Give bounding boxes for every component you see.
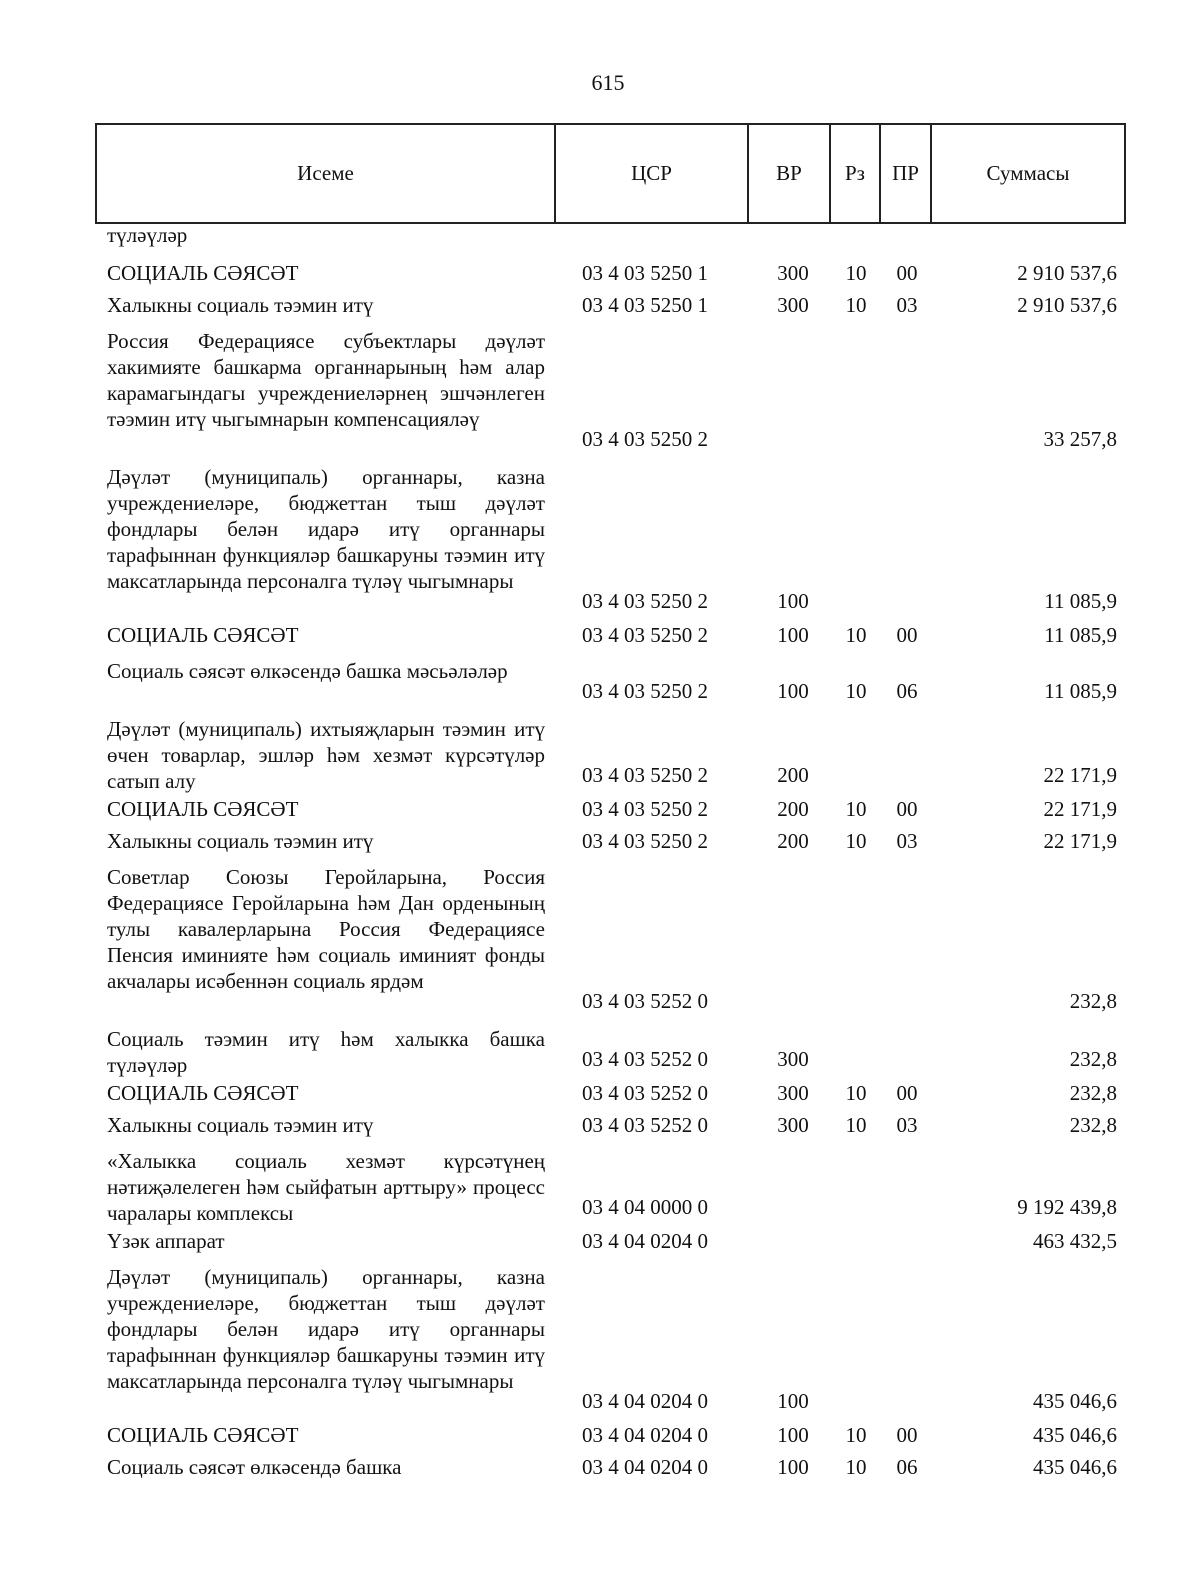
- row-csr: 03 4 03 5250 2: [582, 427, 708, 451]
- table-row: [0, 223, 1200, 258]
- row-name: СОЦИАЛЬ СӘЯСӘТ: [107, 1081, 299, 1105]
- row-sum: 232,8: [1069, 989, 1117, 1013]
- row-csr: 03 4 03 5250 2: [582, 763, 708, 787]
- table-row: [0, 620, 1200, 652]
- row-csr: 03 4 04 0204 0: [582, 1229, 708, 1253]
- row-csr: 03 4 04 0204 0: [582, 1455, 708, 1479]
- row-vr: 100: [777, 589, 809, 613]
- row-name: Дәүләт (муниципаль) органнары, казна учреждениеләре, бюджеттан тыш дәүләт фондлары белән идарә итү органнары тарафыннан функцияләр башкаруны тәэмин итү максатларында персоналга түләү чыгымнары: [107, 465, 545, 593]
- table-row: [0, 1110, 1200, 1142]
- row-sum: 232,8: [1069, 1081, 1117, 1105]
- row-sum: 2 910 537,6: [1017, 261, 1117, 285]
- row-name: СОЦИАЛЬ СӘЯСӘТ: [107, 261, 299, 285]
- row-sum: 33 257,8: [1043, 427, 1117, 451]
- row-name: «Халыкка социаль хезмәт күрсәтүнең нәтиҗәлелеген һәм сыйфатын арттыру» процесс чаралары комплексы: [107, 1149, 545, 1225]
- row-rz: 10: [845, 797, 867, 821]
- row-csr: 03 4 04 0204 0: [582, 1423, 708, 1447]
- row-name: Советлар Союзы Геройларына, Россия Федерациясе Геройларына һәм Дан орденының тулы кавалерларына Россия Федерациясе Пенсия иминияте һәм социаль иминият фонды акчалары исәбеннән социаль ярдәм: [107, 865, 545, 993]
- table-row: [0, 1142, 1200, 1226]
- row-pr: 00: [896, 261, 918, 285]
- row-sum: 435 046,6: [1033, 1389, 1117, 1413]
- row-name: Россия Федерациясе субъектлары дәүләт хакимияте башкарма органнарының һәм алар карамагындагы учреждениеләрнең эшчәнлеген тәэмин итү чыгымнарын компенсацияләү: [107, 329, 545, 431]
- row-sum: 11 085,9: [1044, 589, 1117, 613]
- row-vr: 100: [777, 623, 809, 647]
- row-name: Үзәк аппарат: [107, 1229, 225, 1253]
- table-row: [0, 652, 1200, 710]
- row-sum: 232,8: [1069, 1047, 1117, 1071]
- row-sum: 435 046,6: [1033, 1423, 1117, 1447]
- row-csr: 03 4 03 5250 2: [582, 829, 708, 853]
- row-csr: 03 4 03 5252 0: [582, 1047, 708, 1071]
- table-body: [0, 223, 1200, 1484]
- row-vr: 300: [777, 261, 809, 285]
- header-csr: ЦСР: [556, 125, 749, 222]
- row-name: Дәүләт (муниципаль) ихтыяҗларын тәэмин итү өчен товарлар, эшләр һәм хезмәт күрсәтүләр сатып алу: [107, 717, 545, 793]
- row-pr: 00: [896, 797, 918, 821]
- row-sum: 2 910 537,6: [1017, 293, 1117, 317]
- row-csr: 03 4 04 0204 0: [582, 1389, 708, 1413]
- row-pr: 03: [896, 1113, 918, 1137]
- row-csr: 03 4 03 5252 0: [582, 989, 708, 1013]
- table-row: [0, 1420, 1200, 1452]
- row-sum: 232,8: [1069, 1113, 1117, 1137]
- table-row: [0, 1258, 1200, 1420]
- row-sum: 11 085,9: [1044, 623, 1117, 647]
- row-name: Дәүләт (муниципаль) органнары, казна учреждениеләре, бюджеттан тыш дәүләт фондлары белән идарә итү органнары тарафыннан функцияләр башкаруны тәэмин итү максатларында персоналга түләү чыгымнары: [107, 1265, 545, 1393]
- row-csr: 03 4 03 5250 2: [582, 679, 708, 703]
- header-name: Исеме: [97, 125, 556, 222]
- table-row: [0, 710, 1200, 794]
- header-vr: ВР: [749, 125, 831, 222]
- row-rz: 10: [845, 1081, 867, 1105]
- row-vr: 100: [777, 1389, 809, 1413]
- row-sum: 22 171,9: [1043, 763, 1117, 787]
- header-pr: ПР: [881, 125, 932, 222]
- row-pr: 00: [896, 623, 918, 647]
- header-rz: Рз: [831, 125, 881, 222]
- row-csr: 03 4 03 5250 2: [582, 589, 708, 613]
- row-csr: 03 4 03 5250 1: [582, 261, 708, 285]
- row-csr: 03 4 03 5250 1: [582, 293, 708, 317]
- row-name: түләүләр: [107, 223, 188, 247]
- row-name: Халыкны социаль тәэмин итү: [107, 829, 374, 853]
- row-name: Социаль тәэмин итү һәм халыкка башка түләүләр: [107, 1027, 545, 1077]
- row-sum: 22 171,9: [1043, 829, 1117, 853]
- table-row: [0, 1078, 1200, 1110]
- row-vr: 200: [777, 763, 809, 787]
- row-name: Халыкны социаль тәэмин итү: [107, 293, 374, 317]
- table-row: [0, 826, 1200, 858]
- row-rz: 10: [845, 261, 867, 285]
- row-pr: 03: [896, 293, 918, 317]
- table-row: [0, 1452, 1200, 1484]
- row-sum: 11 085,9: [1044, 679, 1117, 703]
- row-name: Социаль сәясәт өлкәсендә башка мәсьәләләр: [107, 659, 508, 683]
- row-pr: 06: [896, 1455, 918, 1479]
- row-vr: 300: [777, 293, 809, 317]
- row-vr: 200: [777, 797, 809, 821]
- table-row: [0, 290, 1200, 322]
- row-vr: 300: [777, 1047, 809, 1071]
- table-row: [0, 458, 1200, 620]
- header-sum: Суммасы: [986, 161, 1070, 185]
- row-name: СОЦИАЛЬ СӘЯСӘТ: [107, 1423, 299, 1447]
- row-name: Социаль сәясәт өлкәсендә башка: [107, 1455, 402, 1479]
- table-header: [95, 123, 1126, 224]
- row-name: Халыкны социаль тәэмин итү: [107, 1113, 374, 1137]
- row-csr: 03 4 03 5250 2: [582, 797, 708, 821]
- row-name: СОЦИАЛЬ СӘЯСӘТ: [107, 797, 299, 821]
- row-csr: 03 4 03 5252 0: [582, 1081, 708, 1105]
- row-csr: 03 4 04 0000 0: [582, 1195, 708, 1219]
- table-row: [0, 794, 1200, 826]
- row-vr: 300: [777, 1113, 809, 1137]
- row-rz: 10: [845, 679, 867, 703]
- row-rz: 10: [845, 623, 867, 647]
- row-vr: 100: [777, 679, 809, 703]
- row-sum: 463 432,5: [1033, 1229, 1117, 1253]
- row-name: СОЦИАЛЬ СӘЯСӘТ: [107, 623, 299, 647]
- row-csr: 03 4 03 5250 2: [582, 623, 708, 647]
- table-row: [0, 1020, 1200, 1078]
- row-pr: 06: [896, 679, 918, 703]
- row-pr: 03: [896, 829, 918, 853]
- row-vr: 300: [777, 1081, 809, 1105]
- row-vr: 200: [777, 829, 809, 853]
- table-row: [0, 258, 1200, 290]
- page-number: 615: [591, 70, 625, 95]
- row-pr: 00: [896, 1423, 918, 1447]
- row-rz: 10: [845, 1423, 867, 1447]
- row-rz: 10: [845, 1113, 867, 1137]
- row-rz: 10: [845, 293, 867, 317]
- row-sum: 22 171,9: [1043, 797, 1117, 821]
- row-rz: 10: [845, 829, 867, 853]
- table-row: [0, 858, 1200, 1020]
- row-vr: 100: [777, 1423, 809, 1447]
- table-row: [0, 1226, 1200, 1258]
- row-vr: 100: [777, 1455, 809, 1479]
- table-row: [0, 322, 1200, 458]
- row-csr: 03 4 03 5252 0: [582, 1113, 708, 1137]
- row-pr: 00: [896, 1081, 918, 1105]
- row-rz: 10: [845, 1455, 867, 1479]
- row-sum: 9 192 439,8: [1017, 1195, 1117, 1219]
- row-sum: 435 046,6: [1033, 1455, 1117, 1479]
